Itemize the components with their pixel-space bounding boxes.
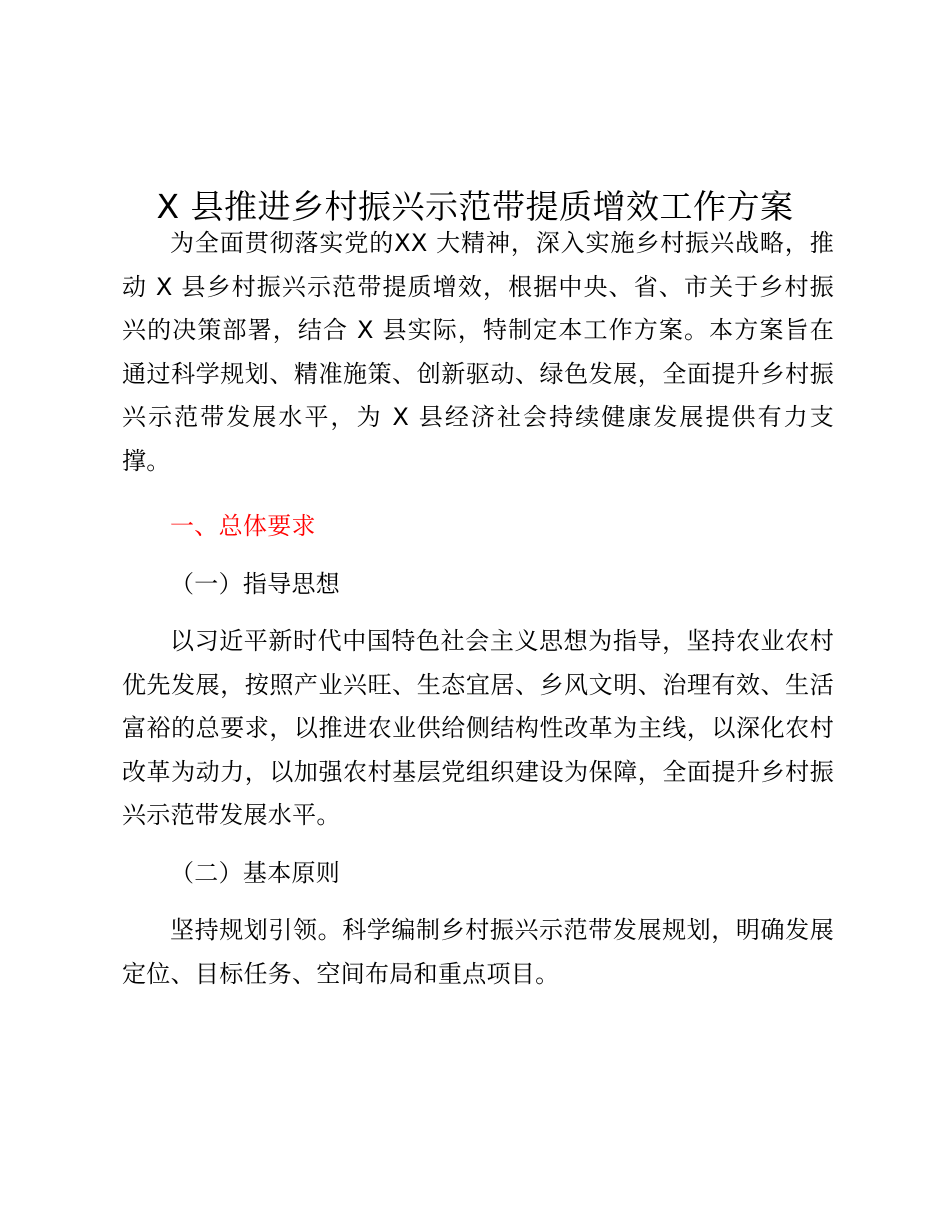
intro-paragraph: 为全面贯彻落实党的XX 大精神，深入实施乡村振兴战略，推动 X 县乡村振兴示范带提质增效，根据中央、省、市关于乡村振兴的决策部署，结合 X 县实际，特制定本工作方案。本方案旨在通过科学规划、精准施策、创新驱动、绿色发展，全面提升乡村振兴示范带发展水平，为 X 县经济社会持续健康发展提供有力支撑。 <box>122 229 834 475</box>
document-title: X 县推进乡村振兴示范带提质增效工作方案 <box>156 187 794 226</box>
section-heading-overall-requirements: 一、总体要求 <box>170 512 316 540</box>
guiding-ideology-paragraph: 以习近平新时代中国特色社会主义思想为指导，坚持农业农村优先发展，按照产业兴旺、生态宜居、乡风文明、治理有效、生活富裕的总要求，以推进农业供给侧结构性改革为主线，以深化农村改革为动力，以加强农村基层党组织建设为保障，全面提升乡村振兴示范带发展水平。 <box>122 627 834 829</box>
document-body <box>122 222 834 996</box>
basic-principles-paragraph: 坚持规划引领。科学编制乡村振兴示范带发展规划，明确发展定位、目标任务、空间布局和重点项目。 <box>122 916 834 988</box>
subsection-heading-basic-principles: （二）基本原则 <box>170 858 341 887</box>
subsection-heading-guiding-ideology: （一）指导思想 <box>170 569 341 598</box>
